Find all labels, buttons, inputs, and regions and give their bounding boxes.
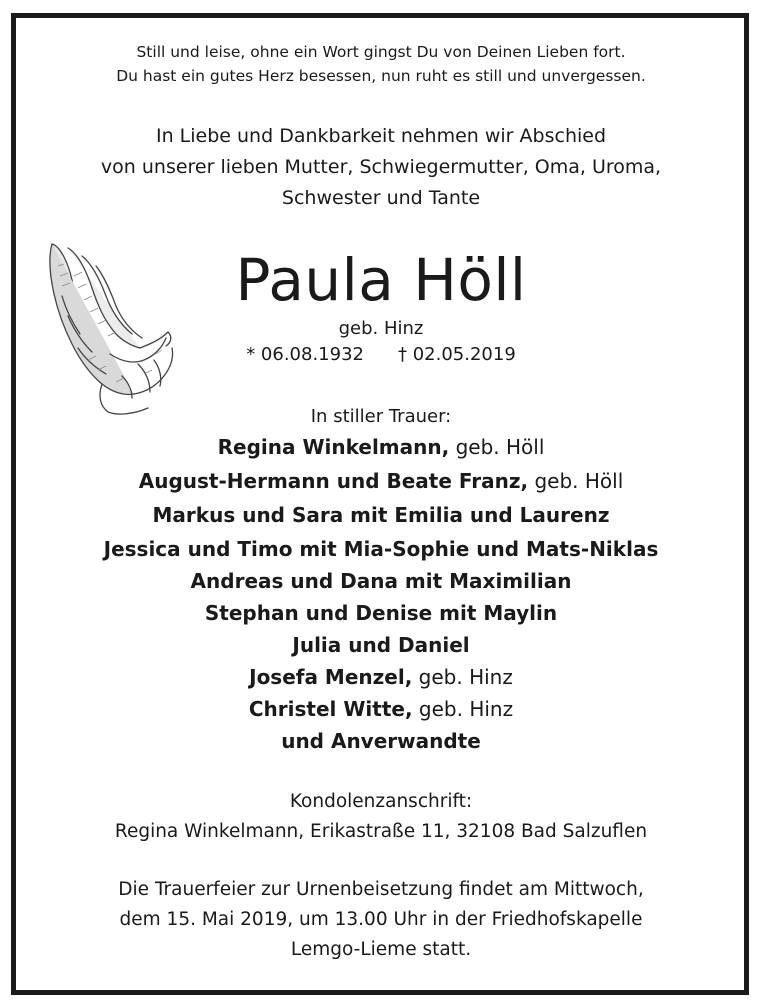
life-dates: [0, 342, 762, 368]
condolence-address: Regina Winkelmann, Erikastraße 11, 32108 Bad Salzuflen: [114, 821, 648, 842]
ceremony-line-2: dem 15. Mai 2019, um 13.00 Uhr in der Friedhofskapelle: [119, 909, 643, 930]
intro-line-1: In Liebe und Dankbarkeit nehmen wir Abschied: [155, 125, 607, 147]
condolence-label: Kondolenzanschrift:: [289, 791, 473, 812]
mourner-line: Andreas und Dana mit Maximilian: [190, 569, 572, 593]
deceased-name: Paula Höll: [235, 246, 527, 314]
mourners-label: In stiller Trauer:: [310, 406, 452, 427]
intro-line-3: Schwester und Tante: [281, 187, 481, 209]
mourner-line: und Anverwandte: [281, 729, 481, 753]
mourner-line: Stephan und Denise mit Maylin: [204, 601, 558, 625]
intro-line-2: von unserer lieben Mutter, Schwiegermutter, Oma, Uroma,: [100, 156, 662, 178]
mourner-line: August-Hermann und Beate Franz, geb. Höll: [138, 469, 624, 493]
mourner-line: Christel Witte, geb. Hinz: [248, 697, 514, 721]
mourner-line: Jessica und Timo mit Mia-Sophie und Mats-Niklas: [103, 537, 659, 561]
ceremony-line-3: Lemgo-Lieme statt.: [290, 939, 472, 960]
ceremony-line-1: Die Trauerfeier zur Urnenbeisetzung findet am Mittwoch,: [118, 879, 644, 900]
verse-line-2: Du hast ein gutes Herz besessen, nun ruht es still und unvergessen.: [116, 67, 646, 85]
mourner-line: Julia und Daniel: [292, 633, 470, 657]
mourner-line: Markus und Sara mit Emilia und Laurenz: [152, 503, 610, 527]
death-date: † 02.05.2019: [398, 344, 516, 365]
verse-line-1: Still und leise, ohne ein Wort gingst Du von Deinen Lieben fort.: [136, 43, 626, 61]
mourner-line: Regina Winkelmann, geb. Höll: [217, 435, 545, 459]
birth-date: * 06.08.1932: [246, 344, 364, 365]
mourner-line: Josefa Menzel, geb. Hinz: [249, 665, 513, 689]
maiden-name: geb. Hinz: [338, 318, 424, 339]
